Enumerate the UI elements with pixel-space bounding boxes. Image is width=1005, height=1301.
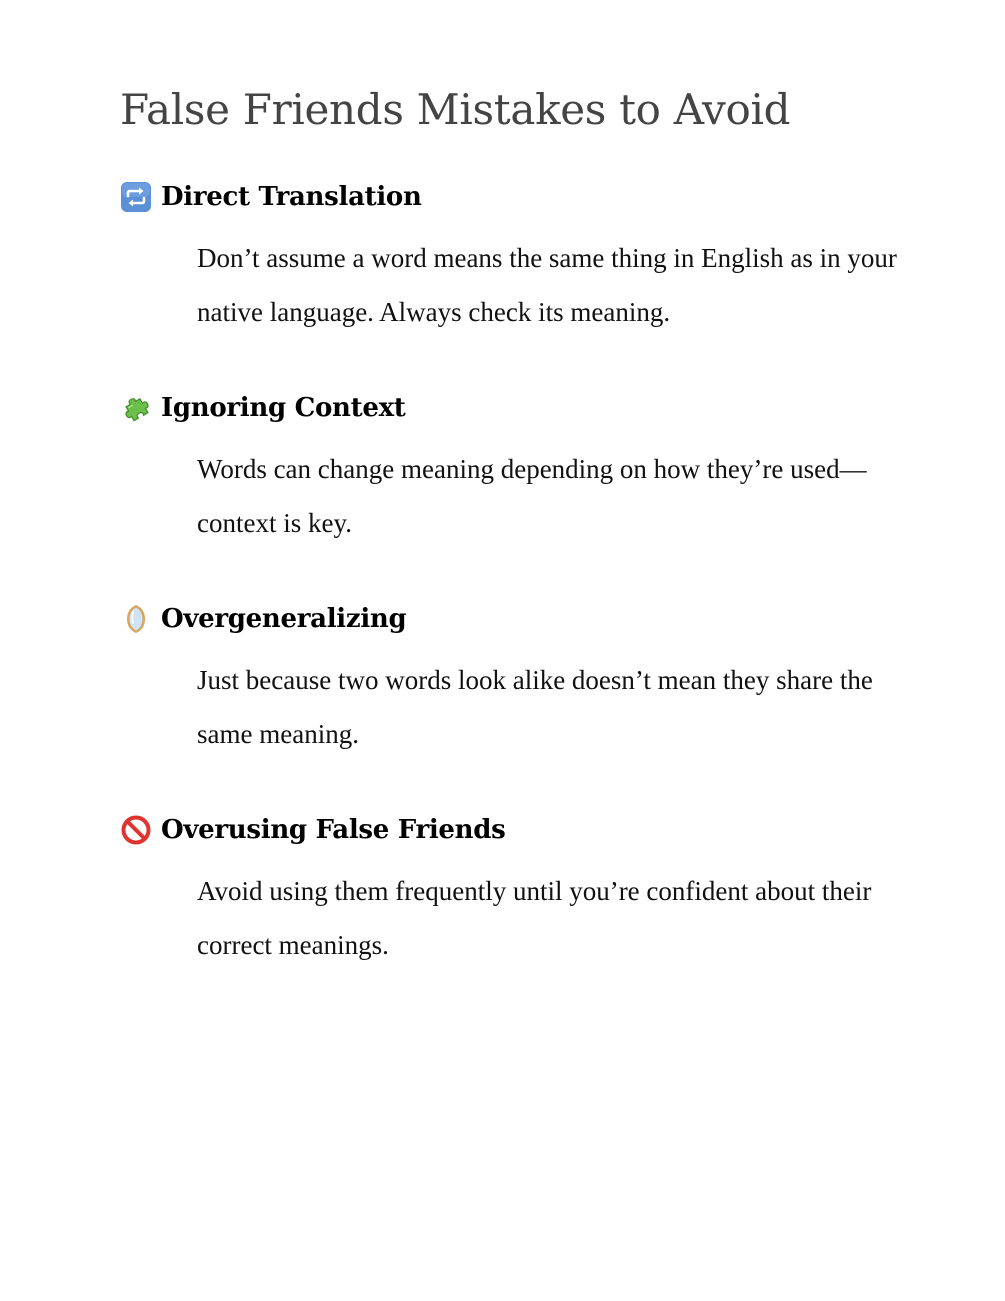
list-item-overusing-false-friends (120, 813, 920, 972)
item-title: Ignoring Context (161, 393, 406, 423)
item-title: Overgeneralizing (161, 604, 407, 634)
prohibited-icon (120, 814, 152, 846)
puzzle-piece-icon (120, 392, 152, 424)
item-title: Overusing False Friends (161, 815, 506, 845)
repeat-arrows-icon (120, 181, 152, 213)
item-title: Direct Translation (161, 182, 422, 212)
item-description: Don’t assume a word means the same thing in English as in your native language. Always check its meaning. (197, 243, 897, 327)
item-header (120, 180, 920, 214)
mistakes-list (120, 180, 920, 972)
item-header (120, 813, 920, 847)
item-description: Just because two words look alike doesn’t mean they share the same meaning. (197, 665, 873, 749)
document-page (120, 84, 920, 1024)
item-header (120, 602, 920, 636)
item-description: Avoid using them frequently until you’re confident about their correct meanings. (197, 876, 872, 960)
item-description: Words can change meaning depending on how they’re used—context is key. (197, 454, 867, 538)
list-item-overgeneralizing (120, 602, 920, 761)
page-title: False Friends Mistakes to Avoid (120, 85, 791, 134)
list-item-ignoring-context (120, 391, 920, 550)
mirror-icon (120, 603, 152, 635)
list-item-direct-translation (120, 180, 920, 339)
item-header (120, 391, 920, 425)
